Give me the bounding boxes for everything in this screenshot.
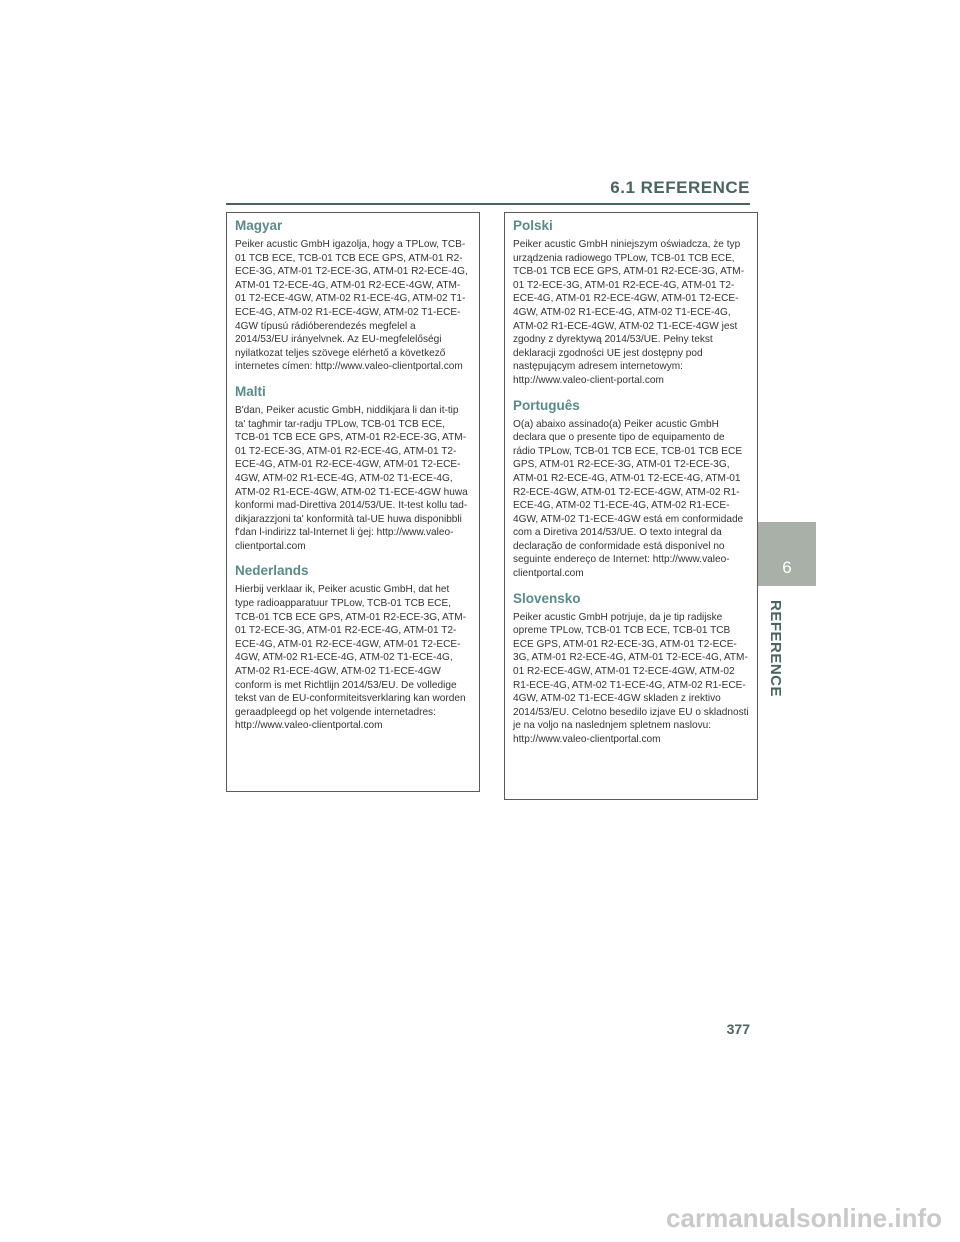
page-number: 377 bbox=[726, 1021, 750, 1037]
chapter-side-label bbox=[760, 600, 790, 698]
header-divider bbox=[226, 203, 750, 205]
left-column-box bbox=[226, 212, 480, 792]
section-text-polski: Peiker acustic GmbH niniejszym oświadcza, że typ urządzenia radiowego TPLow, TCB-01 TCB ECE, TCB-01 TCB ECE GPS, ATM-01 R2-ECE-3G, ATM-01 T2-ECE-3G, ATM-01 R2-ECE-4G, ATM-01 T2-ECE-4G, ATM-01 R2-ECE-4GW, ATM-01 T2-ECE-4GW, ATM-02 R1-ECE-4G, ATM-02 T1-ECE-4G, ATM-02 R1-ECE-4GW, ATM-02 T1-ECE-4GW jest zgodny z dyrektywą 2014/53/UE. Pełny tekst deklaracji zgodności UE jest dostępny pod następującym adresem internetowym: http://www.valeo-client-portal.com bbox=[513, 239, 745, 386]
section-title-polski: Polski bbox=[513, 218, 553, 233]
section-text-malti: B'dan, Peiker acustic GmbH, niddikjara li dan it-tip ta' tagħmir tar-radju TPLow, TCB-01 TCB ECE, TCB-01 TCB ECE GPS, ATM-01 R2-ECE-3G, ATM-01 T2-ECE-3G, ATM-01 R2-ECE-4G, ATM-01 T2-ECE-4G, ATM-01 R2-ECE-4GW, ATM-01 T2-ECE-4GW, ATM-02 R1-ECE-4G, ATM-02 T1-ECE-4G, ATM-02 R1-ECE-4GW, ATM-02 T1-ECE-4GW huwa konformi mad-Direttiva 2014/53/UE. It-test kollu tad-dikjarazzjoni ta' konformità tal-UE huwa disponibbli f'dan l-indirizz tal-Internet li ġej: http://www.valeo-clientportal.com bbox=[235, 404, 468, 552]
section-text-nederlands: Hierbij verklaar ik, Peiker acustic GmbH, dat het type radioapparatuur TPLow, TCB-01 TCB ECE, TCB-01 TCB ECE GPS, ATM-01 R2-ECE-3G, ATM-01 T2-ECE-3G, ATM-01 R2-ECE-4G, ATM-01 T2-ECE-4G, ATM-01 R2-ECE-4GW, ATM-01 T2-ECE-4GW, ATM-02 R1-ECE-4G, ATM-02 T1-ECE-4G, ATM-02 R1-ECE-4GW, ATM-02 T1-ECE-4GW conform is met Richtlijn 2014/53/EU. De volledige tekst van de EU-conformiteitsverklaring kan worden geraadpleegd op het volgende internetadres: http://www.valeo-clientportal.com bbox=[235, 584, 467, 732]
right-column-box bbox=[504, 212, 758, 800]
section-text-slovensko: Peiker acustic GmbH potrjuje, da je tip radijske opreme TPLow, TCB-01 TCB ECE, TCB-01 TCB ECE GPS, ATM-01 R2-ECE-3G, ATM-01 T2-ECE-3G, ATM-01 R2-ECE-4G, ATM-01 T2-ECE-4G, ATM-01 R2-ECE-4GW, ATM-01 T2-ECE-4GW, ATM-02 R1-ECE-4G, ATM-02 T1-ECE-4G, ATM-02 R1-ECE-4GW, ATM-02 T1-ECE-4GW skladen z irektivo 2014/53/EU. Celotno besedilo izjave EU o skladnosti je na voljo na naslednjem spletnem naslovu: http://www.valeo-clientportal.com bbox=[513, 611, 749, 745]
watermark: carmanualsonline.info bbox=[666, 1203, 942, 1233]
section-title-malti: Malti bbox=[235, 383, 266, 399]
chapter-side-label-text: REFERENCE bbox=[767, 600, 784, 698]
chapter-tab bbox=[758, 522, 816, 586]
section-title-nederlands: Nederlands bbox=[235, 563, 309, 579]
chapter-tab-number: 6 bbox=[782, 558, 792, 577]
section-title-magyar: Magyar bbox=[235, 218, 283, 233]
section-header-title: 6.1 REFERENCE bbox=[610, 178, 750, 197]
section-text-portugues: O(a) abaixo assinado(a) Peiker acustic GmbH declara que o presente tipo de equipamento de rádio TPLow, TCB-01 TCB ECE, TCB-01 TCB ECE GPS, ATM-01 R2-ECE-3G, ATM-01 T2-ECE-3G, ATM-01 R2-ECE-4G, ATM-01 T2-ECE-4G, ATM-01 R2-ECE-4GW, ATM-01 T2-ECE-4GW, ATM-02 R1-ECE-4G, ATM-02 T1-ECE-4G, ATM-02 R1-ECE-4GW, ATM-02 T1-ECE-4GW está em conformidade com a Diretiva 2014/53/UE. O texto integral da declaração de conformidade está disponível no seguinte endereço de Internet: http://www.valeo-clientportal.com bbox=[513, 418, 744, 580]
section-text-magyar: Peiker acustic GmbH igazolja, hogy a TPLow, TCB-01 TCB ECE, TCB-01 TCB ECE GPS, ATM-01 R2-ECE-3G, ATM-01 T2-ECE-3G, ATM-01 R2-ECE-4G, ATM-01 T2-ECE-4G, ATM-01 R2-ECE-4GW, ATM-01 T2-ECE-4GW, ATM-02 R1-ECE-4G, ATM-02 T1-ECE-4G, ATM-02 R1-ECE-4GW, ATM-02 T1-ECE-4GW típusú rádióberendezés megfelel a 2014/53/EU irányelvnek. Az EU-megfelelőségi nyilatkozat teljes szövege elérhető a következő internetes címen: http://www.valeo-clientportal.com bbox=[235, 239, 468, 373]
section-title-portugues: Português bbox=[513, 397, 580, 413]
section-title-slovensko: Slovensko bbox=[513, 590, 581, 606]
